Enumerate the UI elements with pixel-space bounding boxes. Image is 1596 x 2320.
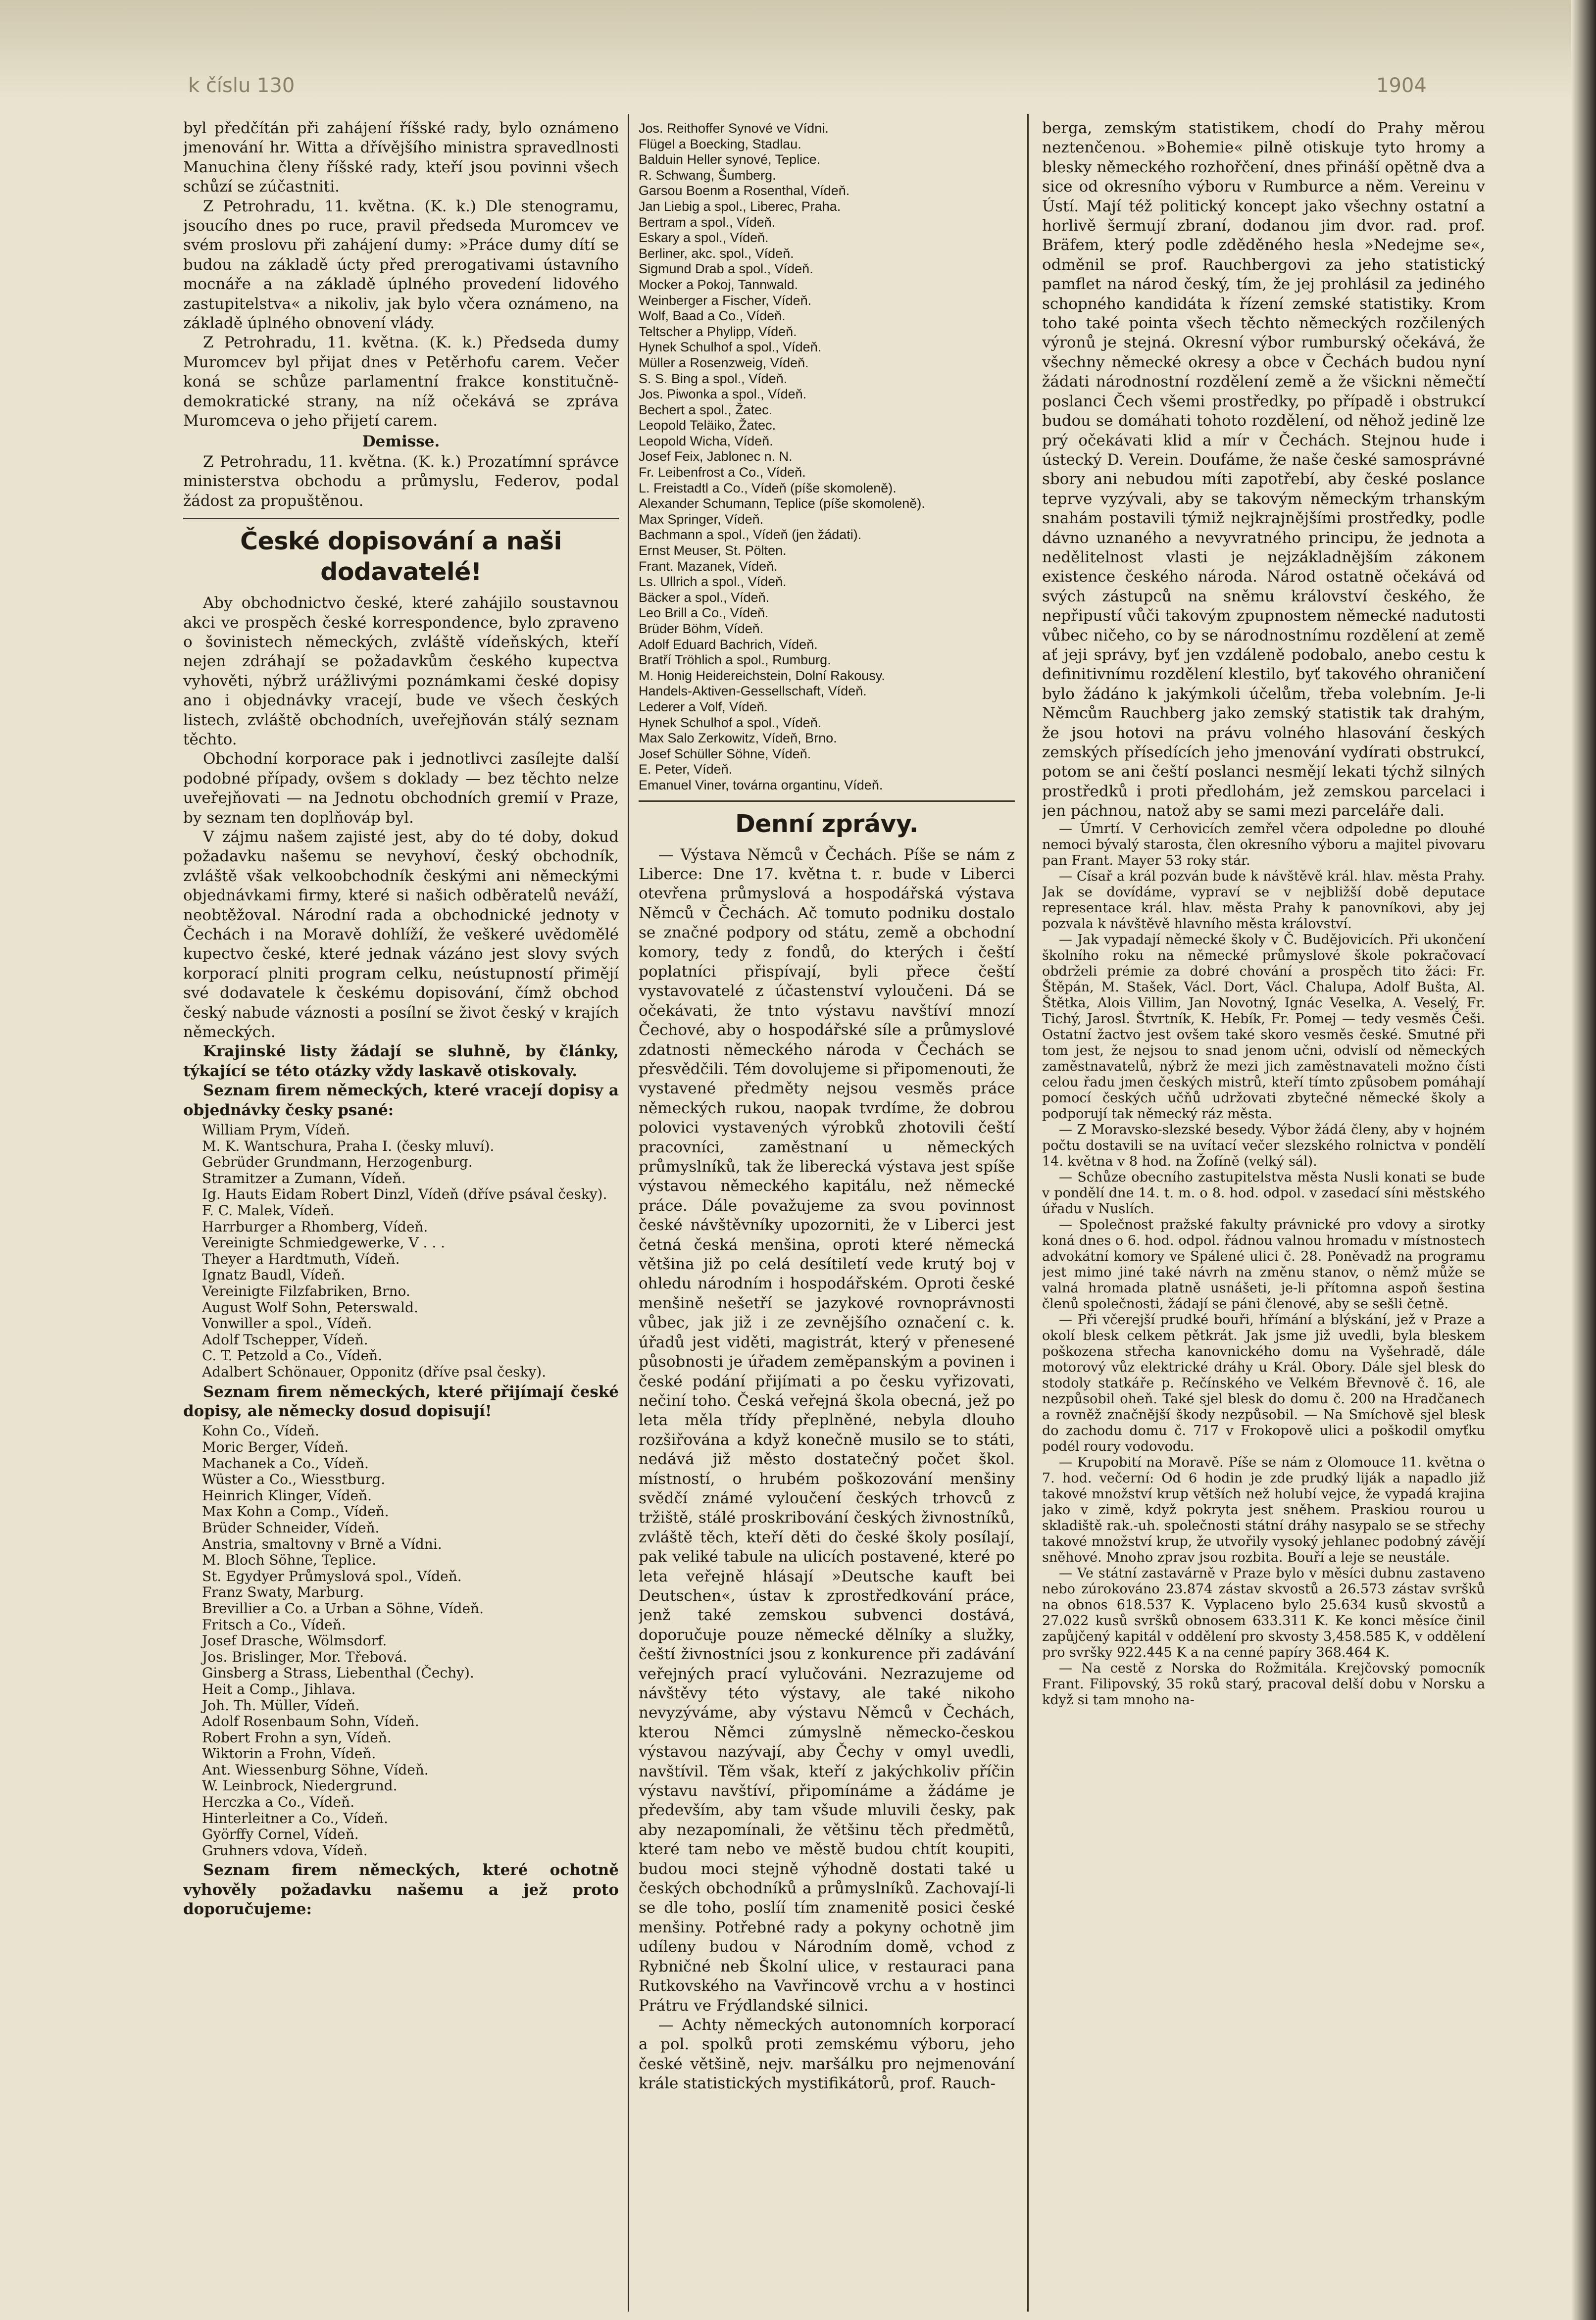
news-item: — Achty německých autonomních korporací a pol. spolků proti zemskému výboru, jeho české většině, nejv. maršálku pro nejmenování krále statistických mystifikátorů, prof. Rauch- — [639, 2016, 1015, 2093]
list-item: Handels-Aktiven-Gessellschaft, Vídeň. — [639, 684, 867, 699]
list-item: Kohn Co., Vídeň. — [202, 1423, 320, 1439]
list-item: Stramitzer a Zumann, Vídeň. — [202, 1170, 406, 1186]
list-item: Eskary a spol., Vídeň. — [639, 230, 769, 246]
list-item: Fritsch a Co., Vídeň. — [202, 1616, 346, 1633]
list-item: Bratří Tröhlich a spol., Rumburg. — [639, 652, 831, 668]
list-item: Teltscher a Phylipp, Vídeň. — [639, 324, 797, 339]
list-item: Bachmann a spol., Vídeň (jen žádati). — [639, 527, 862, 543]
list-item: St. Egydyer Průmyslová spol., Vídeň. — [202, 1568, 462, 1584]
list-item: Ernst Meuser, St. Pölten. — [639, 543, 787, 558]
list-item: Fr. Leibenfrost a Co., Vídeň. — [639, 465, 806, 480]
list-item: Gruhners vdova, Vídeň. — [202, 1842, 368, 1859]
article-paragraph: Aby obchodnictvo české, které zahájilo soustavnou akci ve prospěch české korrespondence, bylo zpraveno o šovinistech německých, zvláště vídeňských, kteří nejen zdráhají se požadavkům českého kupectva vyhověti, nýbrž urážlivými poznámkami české dopisy ano i objednávky vracejí, bude ve všech českých listech, zvláště obchodních, uveřejňován stálý seznam těchto. — [183, 594, 619, 748]
firm-list-returning — [183, 1122, 619, 1381]
list-item: Bäcker a spol., Vídeň. — [639, 590, 770, 605]
list-item: Vereinigte Schmiedgewerke, V . . . — [202, 1234, 446, 1251]
article-paragraph: Krajinské listy žádají se sluhně, by články, týkající se této otázky vždy laskavě otiskovaly. — [183, 1042, 619, 1080]
list-item: Heinrich Klinger, Vídeň. — [202, 1487, 372, 1504]
list-item: S. S. Bing a spol., Vídeň. — [639, 371, 788, 386]
list-item: Jos. Reithoffer Synové ve Vídni. — [639, 121, 829, 136]
list-item: Leopold Teläiko, Žatec. — [639, 418, 776, 433]
column-2 — [639, 119, 1015, 2312]
list-item: Ginsberg a Strass, Liebenthal (Čechy). — [202, 1665, 474, 1681]
list-item: Gebrüder Grundmann, Herzogenburg. — [202, 1154, 473, 1171]
news-item: — Krupobití na Moravě. Píše se nám z Olomouce 11. května o 7. hod. večerní: Od 6 hodin je zde prudký liják a napadlo již takové množství krup větších než holubí vejce, že vypadá krajina jako v zimě, když pokryta jest sněhem. Praskiou rourou u skladiště rak.-uh. společnosti státní dráhy nasypalo se se střechy takové množství krup, že utvořily vysoký jehlanec podobný závějí sněhové. Mnoho zprav jsou rozbita. Bouří a leje se neustále. — [1042, 1454, 1485, 1565]
list-item: Jan Liebig a spol., Liberec, Praha. — [639, 198, 841, 214]
list-item: Lederer a Volf, Vídeň. — [639, 699, 768, 714]
list-item: Machanek a Co., Vídeň. — [202, 1455, 369, 1472]
short-news — [1042, 821, 1485, 1708]
news-item: — Úmrtí. V Cerhovicích zemřel včera odpoledne po dlouhé nemoci bývalý starosta, člen okresního výboru a majitel pivovaru pan Frant. Mayer 53 roky stár. — [1042, 821, 1485, 868]
section-subheading: Demisse. — [362, 432, 440, 450]
list-item: Emanuel Viner, továrna organtinu, Vídeň. — [639, 777, 883, 792]
news-item: — Společnost pražské fakulty právnické pro vdovy a sirotky koná dnes o 6. hod. odpol. řádnou valnou hromadu v místnostech advokátní komory ve Spálené ulici č. 28. Poněvadž na programu jest mimo jiné také návrh na změnu stanov, o němž může se valná hromada platně usnášeti, je-li přítomna aspoň šestina členů společnosti, žádají se páni členové, aby se sešli četně. — [1042, 1217, 1485, 1312]
list-item: William Prym, Vídeň. — [202, 1122, 350, 1138]
article-paragraph: V zájmu našem zajisté jest, aby do té doby, dokud požadavku našemu se nevyhoví, český obchodník, zvláště však velkoobchodník českými ani německými objednávkami firmy, které si našich odběratelů neváží, neobtěžoval. Národní rada a obchodnické jednoty v Čechách i na Moravě dohlíží, že veškeré uvědomělé kupectvo české, které jednak vázáno jest slovy svých korporací plniti program celku, neústupností přimějí své dodavatele k českému dopisování, čímž obchod český nabude váznosti a posílní se život český v krajích německých. — [183, 828, 619, 1041]
list-item: Brevillier a Co. a Urban a Söhne, Vídeň. — [202, 1600, 484, 1617]
list-caption: Seznam firem německých, které ochotně vyhověly požadavku našemu a jež proto doporučujeme: — [183, 1861, 619, 1919]
list-item: Vereinigte Filzfabriken, Brno. — [202, 1283, 410, 1300]
column-rule-1 — [628, 114, 629, 2312]
list-item: Anstria, smaltovny v Brně a Vídni. — [202, 1535, 442, 1552]
list-item: Wüster a Co., Wiesstburg. — [202, 1471, 386, 1488]
firm-list-german-replies — [183, 1423, 619, 1859]
list-item: Adolf Tschepper, Vídeň. — [202, 1331, 368, 1348]
list-item: Josef Feix, Jablonec n. N. — [639, 449, 793, 464]
list-item: Ig. Hauts Eidam Robert Dinzl, Vídeň (dříve psával česky). — [202, 1186, 607, 1203]
column-rule-2 — [1027, 114, 1029, 2312]
list-item: Heit a Comp., Jihlava. — [202, 1680, 356, 1697]
list-item: Mocker a Pokoj, Tannwald. — [639, 277, 798, 292]
list-item: Bechert a spol., Žatec. — [639, 402, 773, 417]
list-item: M. Honig Heidereichstein, Dolní Rakousy. — [639, 668, 885, 683]
list-item: Harrburger a Rhomberg, Vídeň. — [202, 1218, 428, 1235]
list-item: Robert Frohn a syn, Vídeň. — [202, 1729, 392, 1746]
list-item: Moric Berger, Vídeň. — [202, 1439, 349, 1455]
article-paragraph: Obchodní korporace pak i jednotlivci zasílejte další podobné případy, ovšem s doklady — bez těchto nelze uveřejňovati — na Jednotu obchodních gremií v Praze, by seznam ten doplňováp byl. — [183, 750, 619, 827]
list-item: Theyer a Hardtmuth, Vídeň. — [202, 1250, 400, 1267]
list-item: Frant. Mazanek, Vídeň. — [639, 558, 778, 574]
section-heading: Denní zprávy. — [735, 809, 918, 838]
list-item: August Wolf Sohn, Peterswald. — [202, 1299, 418, 1316]
list-item: R. Schwang, Šumberg. — [639, 167, 776, 183]
list-item: Wolf, Baad a Co., Vídeň. — [639, 308, 786, 324]
news-item: — Při včerejší prudké bouři, hřímání a blýskání, jež v Praze a okolí blesk celkem pětkrát. Jak jsme již uvedli, byla bleskem poškozena střecha kanovnického domu na Vyšehradě, dále motorový vůz elektrické dráhy u Král. Obory. Dále sjel blesk do stodoly statkáře p. Rečínského ve Velkém Břevnově č. 16, ale nezpůsobil oheň. Také sjel blesk do domu č. 200 na Hradčanech a rovněž značnější škody nezpůsobil. — Na Smíchově sjel blesk do zachodu domu č. 717 v Frokopově ulici a poškodil omyťku podél roury vodovodu. — [1042, 1312, 1485, 1454]
list-item: Max Springer, Vídeň. — [639, 511, 764, 527]
article-paragraph: berga, zemským statistikem, chodí do Prahy měrou neztenčenou. »Bohemie« pilně otiskuje tyto hromy a blesky německého rozhořčení, dnes přináší opětně dva a sice od okresního výboru v Rumburce a něm. Vereinu v Ústí. Mají též politický koncept jako všechny ostatní a horlivě šermují zbraní, dodanou jim dvor. rad. prof. Bräfem, který podle zděděného hesla »Nedejme se«, odměnil se prof. Rauchbergovi za jeho statistický pamflet na národ český, tím, že jej prohlásil za jediného schopného kandidáta k řízení zemské statistiky. Krom toho také pointa všech těchto německých rozčilených výronů je stejná. Okresní výbor rumburský očekává, že všechny německé okresy a obce v Čechách budou nyní žádati národnostní rozdělení země a že všickni němečtí poslanci Čech všemi prostředky, po případě i obstrukcí budou se domáhati tohoto rozdělení, od něhož jedině lze prý očekávati klid a mír v Čechách. Stejnou hude i ústecký D. Verein. Doufáme, že naše české samosprávné sbory ani nebudou míti zapotřebí, aby české poslance teprve vyzývali, aby se takovým německým trhanským snahám postavili týmiž nejkrajnějšími prostředky, podle dávno uznaného a nevyvratného principu, že jednota a nedělitelnost vlasti je nejzákladnějším zákonem existence českého národa. Národ ostatně očekává od svých zástupců na sněmu království českého, že nepřipustí vůči takovým zpupnostem německé nadutosti vůbec ničeho, co by se národnostnímu rozdělení at země ať jeji správy, byť jen vzdáleně podobalo, anebo cestu k definitivnímu rozdělení klestilo, byť takového ohraničení bylo žádáno k jakýmkoli účelům, třeba volebním. Je-li Němcům Rauchberg jako zemský statistik tak drahým, že jsou hotovi na právu volného hlasování českých zemských přísedících jeho jmenování vydírati obstrukcí, potom se ani čeští poslanci nesmějí lekati týchž silných prostředků i proti předlohám, jež zemskou parcelaci i jen páchnou, natož aby se sami mezi parceláře dali. — [1042, 119, 1485, 820]
list-item: Adalbert Schönauer, Opponitz (dříve psal česky). — [202, 1364, 547, 1380]
section-divider — [183, 518, 619, 519]
list-item: L. Freistadtl a Co., Vídeň (píše skomoleně). — [639, 480, 897, 495]
list-item: Jos. Brislinger, Mor. Třebová. — [202, 1648, 407, 1665]
list-item: Bertram a spol., Vídeň. — [639, 214, 776, 230]
column-1 — [183, 119, 619, 2312]
list-item: Josef Drasche, Wölmsdorf. — [202, 1632, 387, 1649]
list-item: Herczka a Co., Vídeň. — [202, 1794, 355, 1811]
list-item: M. K. Wantschura, Praha I. (česky mluví). — [202, 1137, 495, 1154]
news-item: — Z Moravsko-slezské besedy. Výbor žádá členy, aby v hojném počtu dostavili se na uvítací večer slezského rolnictva v pondělí 14. května v 8 hod. na Žofíně (velký sál). — [1042, 1122, 1485, 1169]
list-item: Josef Schüller Söhne, Vídeň. — [639, 746, 811, 761]
list-item: Flügel a Boecking, Stadlau. — [639, 136, 801, 151]
list-item: Wiktorin a Frohn, Vídeň. — [202, 1745, 376, 1762]
list-item: Hinterleitner a Co., Vídeň. — [202, 1810, 388, 1826]
list-item: Berliner, akc. spol., Vídeň. — [639, 246, 794, 261]
list-item: Adolf Eduard Bachrich, Vídeň. — [639, 637, 818, 652]
list-item: Balduin Heller synové, Teplice. — [639, 152, 821, 167]
news-item: Z Petrohradu, 11. května. (K. k.) Dle stenogramu, jsoucího dnes po ruce, pravil předseda Muromcev ve svém proslovu při zahájení dumy: »Práce dumy dítí se budou na základě úcty před prerogativami ústavního mocnáře a na základě úplného provedení lidového zastupitelstva« a nikoliv, jak bylo včera oznámeno, na základě úplného obnovení vlády. — [183, 197, 619, 333]
article-heading: České dopisování a naši dodavatelé! — [240, 527, 562, 587]
firm-list-recommended — [639, 121, 1015, 793]
list-item: Györffy Cornel, Vídeň. — [202, 1826, 359, 1843]
list-item: Jos. Piwonka a spol., Vídeň. — [639, 387, 807, 402]
list-item: Ant. Wiessenburg Söhne, Vídeň. — [202, 1761, 429, 1778]
list-item: Alexander Schumann, Teplice (píše skomoleně). — [639, 496, 925, 511]
list-item: M. Bloch Söhne, Teplice. — [202, 1552, 377, 1569]
list-item: Leo Brill a Co., Vídeň. — [639, 605, 769, 621]
news-item: Z Petrohradu, 11. května. (K. k.) Předseda dumy Muromcev byl přijat dnes v Petěrhofu carem. Večer koná se schůze parlamentní frakce konstitučně-demokratické strany, na níž očekává se zpráva Muromceva o jeho přijetí carem. — [183, 334, 619, 430]
list-item: E. Peter, Vídeň. — [639, 762, 733, 777]
list-item: Max Salo Zerkowitz, Vídeň, Brno. — [639, 731, 837, 746]
list-item: Müller a Rosenzweig, Vídeň. — [639, 355, 809, 370]
list-item: Brüder Schneider, Vídeň. — [202, 1519, 380, 1536]
news-item: — Výstava Němců v Čechách. Píše se nám z Liberce: Dne 17. května t. r. bude v Liberci otevřena průmyslová a hospodářská výstava Němců v Čechách. Ač tomuto podniku dostalo se značné podpory od státu, země a obchodní komory, tedy z fondů, do kterých i čeští poplatníci přispívají, byli přece čeští vystavovatelé z účastenství vyloučeni. Dá se očekávati, že tnto výstavu navštíví mnozí Čechové, aby o hospodářské síle a průmyslové zdatnosti německého národa v Čechách se přesvědčili. Tém dovolujeme si připomenouti, že vystavené předměty nejsou vesměs práce německých rukou, naopak tvrdíme, že dobrou polovici vystavených výrobků zhotovili čeští pracovníci, zaměstnaní u německých průmyslníků, tak že liberecká výstava jest spíše výstavou německého kapitálu, než německé práce. Dále považujeme za svou povinnost české návštěvníky upozorniti, že v Liberci jest četná česká menšina, oproti které německá většina již po celá desítiletí vede krutý boj v ohledu národním i hospodářském. Oproti české menšině nešetří se jazykové rovnoprávnosti vůbec, jak již i ze zevnějšího označení c. k. úřadů jest viděti, magistrát, který v přenesené působnosti je úřadem zeměpanským a povinen i české podání přijímati a po česku vyřizovati, nečiní toho. Česká veřejná škola obecná, jež po leta měla třídy přeplněné, nebyla dlouho rozšiřována a když konečně musilo se to státi, nedává již město dostatečný počet škol. místností, o hrubém poškozování menšiny svědčí známé vyloučení českých trhovců z tržiště, stálé proskribování českých živnostníků, zvláště těch, kteří děti do české školy posílají, pak veliké tabule na ulicích postavené, které po leta veřejně hlásají »Deutsche kauft bei Deutschen«, ústav k zprostředkování práce, jenž také zemskou subvenci dostává, doporučuje pouze německé dělníky a služky, čeští živnostníci jsou z konkurence při zadávání veřejných prací vylučováni. Nezrazujeme od návštěvy této výstavy, ale také nikoho nevyzýváme, aby výstavu Němců v Čechách, kterou Němci zúmyslně německo-českou výstavou nazývají, aby Čechy v omyl uvedli, navštívil. Těm však, kteří z jakýchkoliv příčin výstavu navštíví, připomínáme a žádáme je především, aby tam všude mluvili česky, pak aby nezapomínali, že většinu těch předmětů, které tam nebo ve městě budou chtít koupiti, budou moci stejně výhodně dostati také u českých obchodníků a průmyslníků. Zachovají-li se dle toho, poslíí tím znamenitě posici české menšiny. Potřebné rady a pokyny ochotně jim udíleny budou v Národním domě, vchod z Rybničné neb Školní ulice, v restauraci pana Rutkovského na Vavřincově vrchu a v hostinci Prátru ve Frýdlandské silnici. — [639, 845, 1015, 2015]
list-caption: Seznam firem německých, které vracejí dopisy a objednávky česky psané: — [183, 1082, 619, 1119]
page-edge-shadow — [1571, 0, 1596, 2320]
list-item: Ignatz Baudl, Vídeň. — [202, 1267, 346, 1283]
news-item: — Císař a král pozván bude k návštěvě král. hlav. města Prahy. Jak se dovídáme, vypraví se v nejbližší době deputace representace král. hlav. města Prahy k panovníkovi, aby jej pozvala k návštěvě hlavního města království. — [1042, 868, 1485, 932]
list-item: Sigmund Drab a spol., Vídeň. — [639, 261, 813, 277]
section-divider — [639, 800, 1015, 802]
list-item: Joh. Th. Müller, Vídeň. — [202, 1697, 360, 1714]
page-top-margin — [0, 0, 1596, 99]
list-item: Franz Swaty, Marburg. — [202, 1584, 364, 1601]
list-item: Max Kohn a Comp., Vídeň. — [202, 1503, 389, 1520]
masthead-left: k číslu 130 — [188, 74, 295, 97]
list-item: Ls. Ullrich a spol., Vídeň. — [639, 574, 787, 590]
column-3 — [1042, 119, 1485, 2312]
list-item: F. C. Malek, Vídeň. — [202, 1202, 335, 1219]
list-item: Brüder Böhm, Vídeň. — [639, 621, 764, 636]
article-paragraph: byl předčítán při zahájení říšské rady, bylo oznámeno jmenování hr. Witta a dřívějšího ministra spravedlnosti Manuchina členy říšské rady, kteří jsou povinni všech schůzí se zúčastniti. — [183, 119, 619, 196]
list-item: C. T. Petzold a Co., Vídeň. — [202, 1347, 383, 1364]
news-item: — Schůze obecního zastupitelstva města Nusli konati se bude v pondělí dne 14. t. m. o 8. hod. odpol. v zasedací síni městského úřadu v Nuslích. — [1042, 1169, 1485, 1217]
news-item: — Ve státní zastavárně v Praze bylo v měsíci dubnu zastaveno nebo zúrokováno 23.874 zástav skvostů a 26.573 zástav svršků na obnos 618.537 K. Vyplaceno bylo 25.634 kusů skvostů a 27.022 kusů svršků obnosem 633.311 K. Ke konci měsíce činil zapůjčený kapitál v oddělení pro skvosty 3,458.585 K, v oddělení pro svršky 922.445 K a na cenné papíry 368.464 K. — [1042, 1565, 1485, 1660]
news-item: — Jak vypadají německé školy v Č. Budějovicích. Při ukončení školního roku na německé průmyslové škole pokračovací obdrželi prémie za dobré chování a prospěch tito žáci: Fr. Štěpán, M. Stašek, Václ. Dort, Václ. Chalupa, Adolf Bušta, Al. Štětka, Alois Villim, Jan Novotný, Ignác Veselka, A. Veselý, Fr. Tichý, Jarosl. Štvrtník, K. Hebík, Fr. Pomej — tedy vesměs Češi. Ostatní žactvo jest ovšem také skoro vesměs české. Smutné při tom jest, že nejsou to snad jenom učni, odvislí od německých zaměstnavatelů, nýbrž že mezi jich zaměstnavateli možno čísti celou řadu jmen českých mistrů, kteří tímto způsobem pomáhají pomocí českých učňů udržovati zbytečné německé školy a podporují tak německý ráz města. — [1042, 932, 1485, 1122]
list-item: Weinberger a Fischer, Vídeň. — [639, 293, 812, 308]
list-item: Garsou Boenm a Rosenthal, Vídeň. — [639, 183, 850, 198]
news-item: Z Petrohradu, 11. května. (K. k.) Prozatímní správce ministerstva obchodu a průmyslu, Federov, podal žádost za propuštěnou. — [183, 452, 619, 510]
list-item: W. Leinbrock, Niedergrund. — [202, 1777, 398, 1794]
list-item: Hynek Schulhof a spol., Vídeň. — [639, 340, 822, 355]
list-caption: Seznam firem německých, které přijímají české dopisy, ale německy dosud dopisují! — [183, 1382, 619, 1420]
list-item: Vonwiller a spol., Vídeň. — [202, 1315, 372, 1332]
masthead-right: 1904 — [1376, 74, 1427, 97]
list-item: Leopold Wicha, Vídeň. — [639, 433, 773, 448]
list-item: Hynek Schulhof a spol., Vídeň. — [639, 715, 822, 730]
news-item: — Na cestě z Norska do Rožmitála. Krejčovský pomocník Frant. Filipovský, 35 roků starý, pracoval delší dobu v Norsku a když si tam mnoho na- — [1042, 1660, 1485, 1708]
list-item: Adolf Rosenbaum Sohn, Vídeň. — [202, 1713, 419, 1730]
